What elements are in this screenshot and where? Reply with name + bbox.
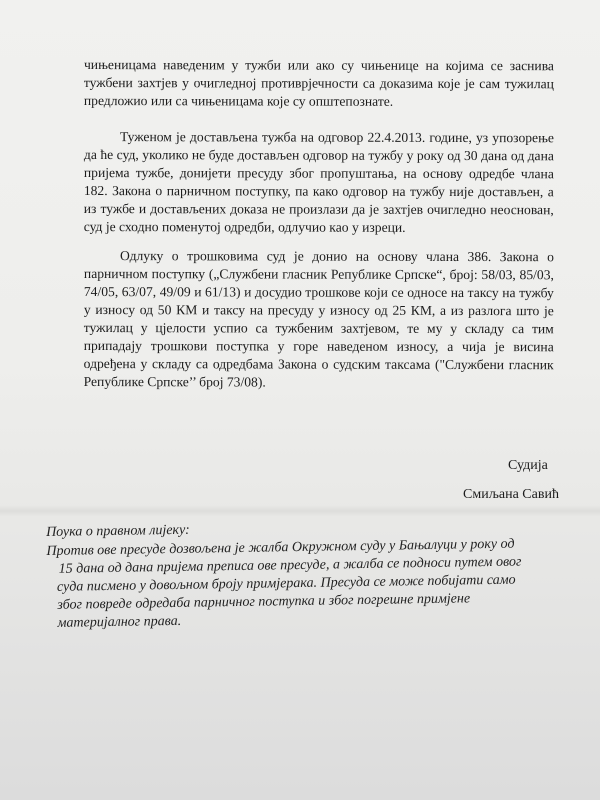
paragraph-1-text: чињеницама наведеним у тужби или ако су чињенице на којима се заснива тужбени захтјев у очигледној противрјечности са доказима које је сам тужилац предложио или са чињеницама које су општепознате. bbox=[83, 56, 554, 109]
legal-notice-line: због повреде одредаба парничног поступка и због погрешне примјене bbox=[57, 591, 471, 613]
page-fold bbox=[0, 505, 600, 517]
paragraph-costs bbox=[84, 247, 554, 392]
legal-notice-line: Против ове пресуде дозвољена је жалба Окружном суду у Бањалуци у року од bbox=[46, 536, 515, 559]
paragraph-service bbox=[84, 128, 554, 237]
legal-notice-line: суда писмено у довољном броју примјерака. Пресуда се може побијати само bbox=[56, 572, 516, 595]
signature-name: Смиљана Савић bbox=[463, 487, 559, 502]
paragraph-2-text: Туженом је достављена тужба на одговор 22.4.2013. године, уз упозорење да ће суд, уколико не буде достављен одговор на тужбу у року од 30 дана од дана пријема тужбе, донијети пресуду због пропуштања, на основу одредбе члана 182. Закона о парничном поступку, па како одговор на тужбу није достављен, а из тужбе и достављених доказа не произлази да је захтјев очигледно неоснован, суд је сходно поменутој одредби, одлучио као у изреци. bbox=[83, 129, 554, 235]
paragraph-facts bbox=[84, 56, 554, 111]
paragraph-3-text: Одлуку о трошковима суд је донио на основу члана 386. Закона о парничном поступку („Службени гласник Републике Српске“, број: 58/03, 85/03, 74/05, 63/07, 49/09 и 61/13) и досудио трошкове који се односе на таксу на тужбу у износу од 50 КМ и таксу на пресуду у износу од 25 КМ, а из разлога што је тужилац у цјелости успио са тужбеним захтјевом, те му у складу са тим припадају трошкови поступка у горе наведеном износу, а чија је висина одређена у складу са одредбама Закона о судским таксама ("Службени гласник Републике Српске’’ број 73/08). bbox=[83, 248, 554, 390]
signature-role: Судија bbox=[508, 458, 548, 473]
legal-notice-line: материјалног права. bbox=[57, 613, 182, 631]
legal-remedy-notice bbox=[46, 516, 588, 633]
legal-notice-heading: Поука о правном лијеку: bbox=[46, 522, 190, 540]
legal-notice-line: 15 дана од дана пријема преписа ове пресуде, а жалба се подноси путем овог bbox=[58, 554, 522, 577]
